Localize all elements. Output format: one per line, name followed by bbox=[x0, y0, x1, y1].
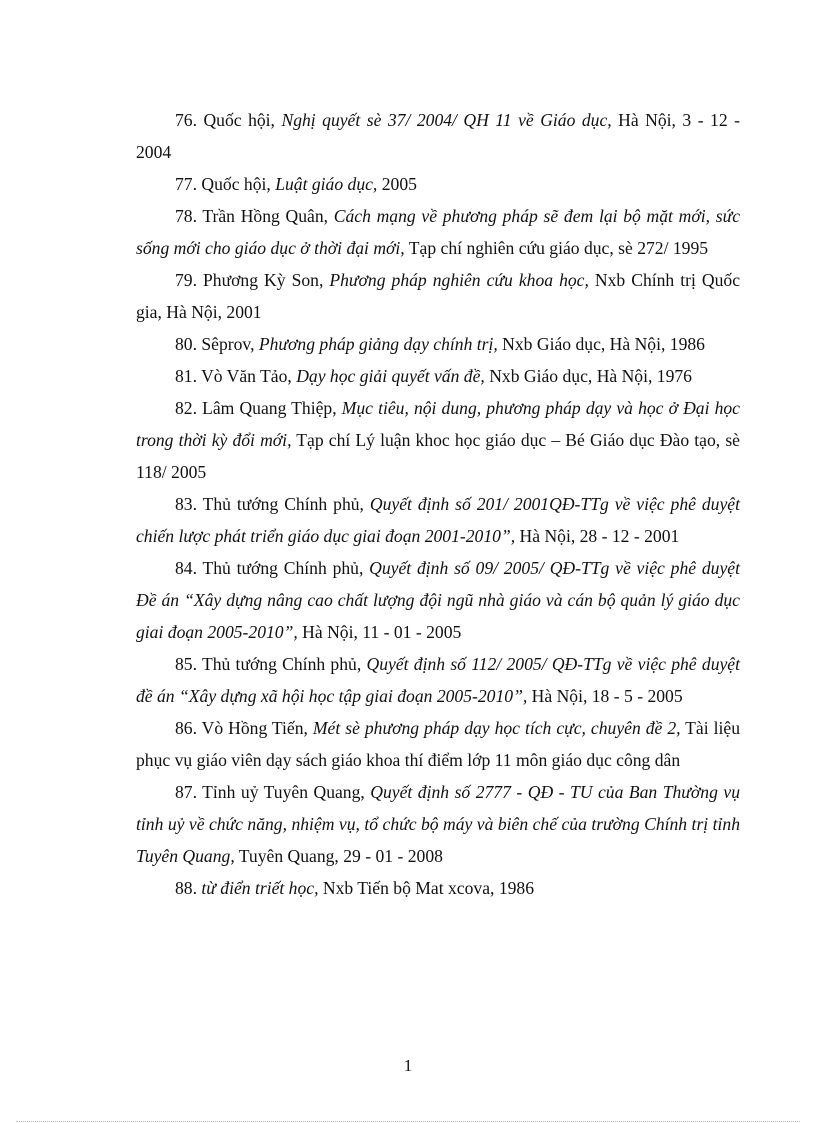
reference-title: Mục tiêu, nội dung, phương pháp dạy và học ở Đại học trong thời kỳ đổi mới, bbox=[136, 398, 740, 450]
reference-text: 82. Lâm Quang Thiệp, bbox=[175, 398, 342, 418]
reference-text: Hà Nội, 28 - 12 - 2001 bbox=[515, 526, 680, 546]
reference-text: 87. Tỉnh uỷ Tuyên Quang, bbox=[175, 782, 371, 802]
reference-text: Hà Nội, 3 - 12 - 2004 bbox=[136, 110, 741, 162]
reference-text: Tài liệu phục vụ giáo viên dạy sách giáo khoa thí điểm lớp 11 môn giáo dục công dân bbox=[136, 718, 740, 770]
reference-text: Tạp chí nghiên cứu giáo dục, sè 272/ 1995 bbox=[404, 238, 709, 258]
reference-title: Cách mạng về phương pháp sẽ đem lại bộ mặt mới, sức sống mới cho giáo dục ở thời đại mới, bbox=[136, 206, 740, 258]
reference-text: 77. Quốc hội, bbox=[175, 174, 276, 194]
reference-text: Nxb Tiến bộ Mat xcova, 1986 bbox=[318, 878, 535, 898]
reference-item bbox=[136, 104, 740, 168]
reference-text: 86. Vò Hồng Tiến, bbox=[175, 718, 313, 738]
reference-title: Quyết định số 112/ 2005/ QĐ-TTg về việc phê duyệt đề án “Xây dựng xã hội học tập giai đoạn 2005-2010”, bbox=[136, 654, 740, 706]
reference-item bbox=[136, 328, 740, 360]
reference-item bbox=[136, 200, 740, 264]
reference-item bbox=[136, 712, 740, 776]
reference-title: Quyết định số 201/ 2001QĐ-TTg về việc phê duyệt chiến lược phát triển giáo dục giai đoạn 2001-2010”, bbox=[136, 494, 740, 546]
reference-text: 83. Thủ tướng Chính phủ, bbox=[175, 494, 370, 514]
reference-title: Quyết định số 2777 - QĐ - TU của Ban Thường vụ tỉnh uỷ về chức năng, nhiệm vụ, tổ chức bộ máy và biên chế của trường Chính trị tỉnh Tuyên Quang, bbox=[136, 782, 740, 866]
reference-text: 81. Vò Văn Tảo, bbox=[175, 366, 297, 386]
reference-text: 2005 bbox=[377, 174, 417, 194]
reference-text: Nxb Giáo dục, Hà Nội, 1986 bbox=[497, 334, 705, 354]
reference-item bbox=[136, 360, 740, 392]
reference-text: Tuyên Quang, 29 - 01 - 2008 bbox=[234, 846, 443, 866]
reference-title: Nghị quyết sè 37/ 2004/ QH 11 về Giáo dục, bbox=[281, 110, 612, 130]
reference-text: Nxb Chính trị Quốc gia, Hà Nội, 2001 bbox=[136, 270, 741, 322]
reference-text: 85. Thủ tướng Chính phủ, bbox=[175, 654, 367, 674]
reference-list bbox=[136, 104, 740, 904]
reference-text: Tạp chí Lý luận khoc học giáo dục – Bé Giáo dục Đào tạo, sè 118/ 2005 bbox=[136, 430, 740, 482]
page-number: 1 bbox=[403, 1056, 413, 1075]
reference-text: 76. Quốc hội, bbox=[175, 110, 282, 130]
reference-title: Phương pháp giảng dạy chính trị, bbox=[258, 334, 498, 354]
reference-item bbox=[136, 168, 740, 200]
reference-text: Nxb Giáo dục, Hà Nội, 1976 bbox=[484, 366, 692, 386]
reference-item bbox=[136, 776, 740, 872]
reference-text: 88. bbox=[175, 878, 202, 898]
reference-text: Hà Nội, 18 - 5 - 2005 bbox=[527, 686, 683, 706]
reference-title: Quyết định số 09/ 2005/ QĐ-TTg về việc phê duyệt Đề án “Xây dựng nâng cao chất lượng đội ngũ nhà giáo và cán bộ quản lý giáo dục giai đoạn 2005-2010”, bbox=[136, 558, 740, 642]
page-border-dotted-line bbox=[16, 1121, 800, 1122]
reference-text: 84. Thủ tướng Chính phủ, bbox=[175, 558, 370, 578]
reference-title: Luật giáo dục, bbox=[275, 174, 378, 194]
reference-item bbox=[136, 392, 740, 488]
reference-title: Mét sè phương pháp dạy học tích cực, chuyên đề 2, bbox=[312, 718, 681, 738]
reference-title: Phương pháp nghiên cứu khoa học, bbox=[329, 270, 589, 290]
reference-title: Dạy học giải quyết vấn đề, bbox=[296, 366, 485, 386]
reference-item bbox=[136, 648, 740, 712]
reference-text: 80. Sêprov, bbox=[175, 334, 259, 354]
reference-item bbox=[136, 264, 740, 328]
reference-text: 79. Phương Kỳ Son, bbox=[175, 270, 330, 290]
reference-title: từ điển triết học, bbox=[201, 878, 319, 898]
reference-text: 78. Trần Hồng Quân, bbox=[175, 206, 334, 226]
reference-item bbox=[136, 872, 740, 904]
reference-item bbox=[136, 552, 740, 648]
reference-text: Hà Nội, 11 - 01 - 2005 bbox=[297, 622, 462, 642]
reference-item bbox=[136, 488, 740, 552]
